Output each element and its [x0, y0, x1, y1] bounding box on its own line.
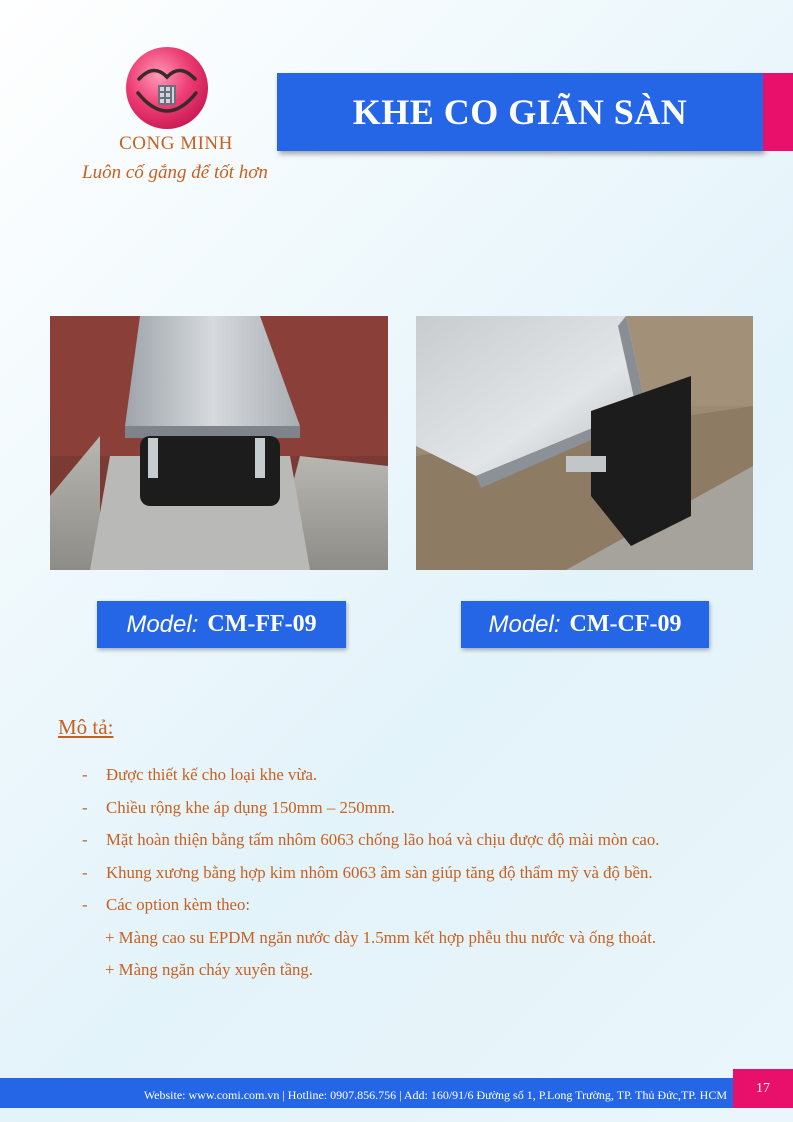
- product-image-cm-ff-09: [50, 316, 388, 570]
- model-prefix: Model:: [126, 610, 199, 638]
- description-item: - Được thiết kế cho loại khe vừa.: [82, 765, 318, 784]
- model-label-2: [461, 601, 709, 648]
- description-item: - Các option kèm theo:: [82, 895, 251, 914]
- title-accent-block: [763, 73, 793, 151]
- model-label-1: [97, 601, 346, 648]
- brand-name: CONG MINH: [119, 133, 233, 154]
- description-item: - Khung xương bằng hợp kim nhôm 6063 âm sàn giúp tăng độ thẩm mỹ và độ bền.: [82, 862, 653, 882]
- model-code: CM-CF-09: [569, 611, 682, 637]
- page-title: KHE CO GIÃN SÀN: [352, 92, 688, 132]
- description-item: - Mặt hoàn thiện bằng tấm nhôm 6063 chống lão hoá và chịu được độ mài mòn cao.: [82, 830, 660, 849]
- title-banner: [277, 73, 763, 151]
- option-item: + Màng ngăn cháy xuyên tầng.: [105, 960, 313, 979]
- option-list: [105, 926, 656, 990]
- model-code: CM-FF-09: [207, 611, 317, 637]
- description-heading: Mô tả:: [58, 715, 114, 739]
- page-number: 17: [733, 1069, 793, 1108]
- product-image-cm-cf-09: [416, 316, 753, 570]
- option-item: + Màng cao su EPDM ngăn nước dày 1.5mm kết hợp phễu thu nước và ống thoát.: [105, 928, 657, 947]
- brand-slogan: Luôn cố gắng để tốt hơn: [82, 162, 268, 183]
- footer-contact-bar: Website: www.comi.com.vn | Hotline: 0907.856.756 | Add: 160/91/6 Đường số 1, P.Long Trường, TP. Thủ Đức,TP. HCM: [0, 1078, 733, 1108]
- company-logo: [124, 45, 210, 131]
- description-item: - Chiều rộng khe áp dụng 150mm – 250mm.: [82, 797, 395, 817]
- description-list: [82, 763, 762, 926]
- model-prefix: Model:: [488, 610, 561, 638]
